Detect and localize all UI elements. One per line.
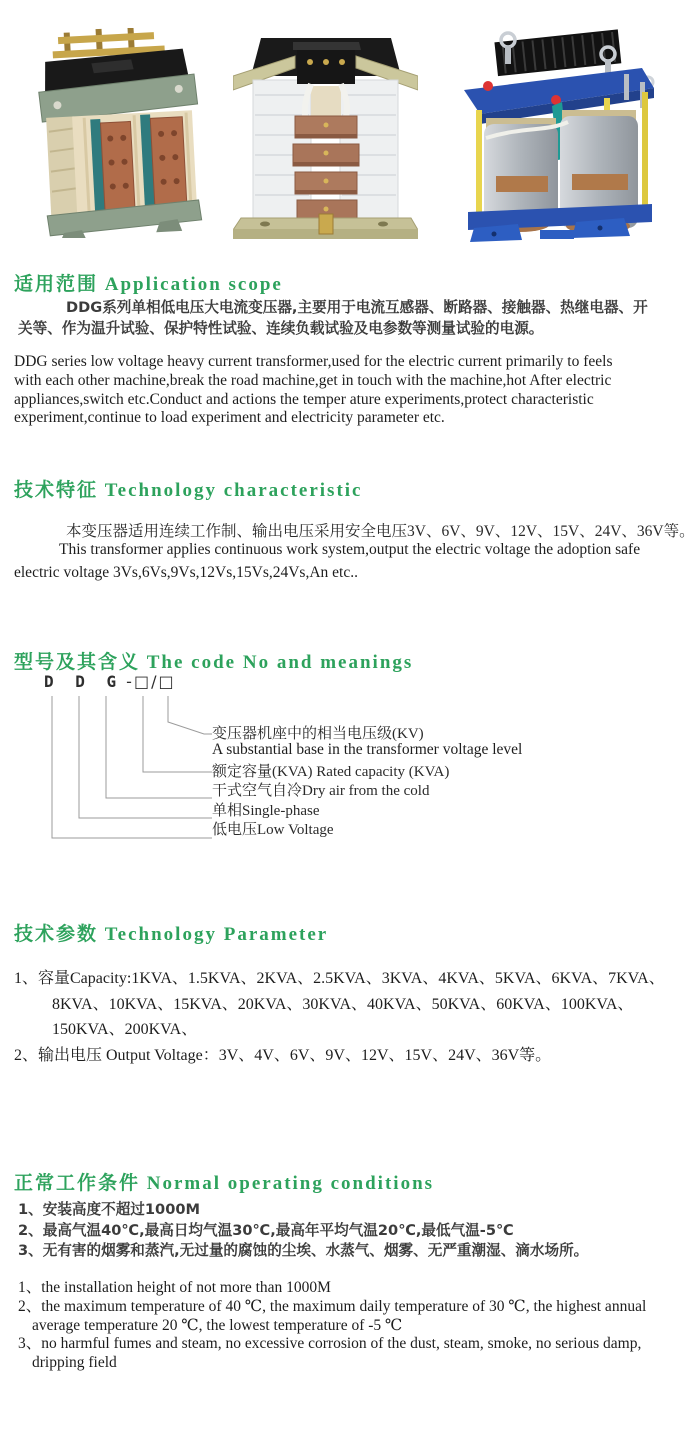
parameter-capacity-line: 150KVA、200KVA、 [52, 1021, 198, 1038]
conditions-cn-item: 2、最高气温40℃,最高日均气温30℃,最高年平均气温20℃,最低气温-5℃ [18, 1221, 514, 1239]
product-photo-1 [35, 28, 205, 238]
heading-technology-parameter: 技术参数 Technology Parameter [14, 923, 329, 945]
transformer-illustration-3 [456, 26, 662, 246]
parameter-capacity-line: 8KVA、10KVA、15KVA、20KVA、30KVA、40KVA、50KVA、60KVA、100KVA、 [52, 995, 634, 1013]
code-label-dry-air-cooled: 干式空气自冷Dry air from the cold [212, 783, 430, 799]
code-label-low-voltage: 低电压Low Voltage [212, 822, 334, 838]
parameter-list [14, 966, 665, 1068]
scope-en-line: experiment,continue to load experiment and electricity parameter etc. [14, 409, 445, 427]
heading-application-scope: 适用范围 Application scope [14, 273, 283, 295]
heading-operating-conditions: 正常工作条件 Normal operating conditions [14, 1172, 435, 1194]
transformer-illustration-2 [233, 30, 418, 242]
product-photo-2 [233, 30, 418, 242]
conditions-list-cn [18, 1200, 588, 1262]
characteristic-en-line: electric voltage 3Vs,6Vs,9Vs,12Vs,15Vs,24Vs,An etc.. [14, 563, 358, 581]
transformer-illustration-1 [35, 28, 205, 238]
scope-en-line: appliances,switch etc.Conduct and actions the temper ature experiments,protect characteristic [14, 390, 594, 408]
conditions-en-item-cont: dripping field [32, 1354, 117, 1372]
scope-en-line: with each other machine,break the road machine,get in touch with the machine,hot After electric [14, 371, 612, 389]
conditions-en-item-cont: average temperature 20 ℃, the lowest temperature of -5 ℃ [32, 1316, 403, 1334]
characteristic-text-en [14, 541, 640, 583]
scope-text-cn [18, 298, 648, 339]
conditions-cn-item: 1、安装高度不超过1000M [18, 1201, 201, 1218]
conditions-en-item: 2、the maximum temperature of 40 ℃, the maximum daily temperature of 30 ℃, the highest annual [18, 1297, 647, 1315]
model-code-letters: D D G [44, 672, 117, 691]
code-label-voltage-level-cn: 变压器机座中的相当电压级(KV) [212, 726, 424, 742]
product-photos [0, 0, 696, 248]
parameter-output-voltage: 2、输出电压 Output Voltage：3V、4V、6V、9V、12V、15V、24V、36V等。 [14, 1046, 552, 1064]
scope-cn-line: DDG系列单相低电压大电流变压器,主要用于电流互感器、断路器、接触器、热继电器、开 [66, 299, 648, 316]
model-code-boxes: -□/□ [126, 672, 176, 691]
scope-en-line: DDG series low voltage heavy current transformer,used for the electric current primarily to feels [14, 353, 613, 370]
characteristic-en-line: This transformer applies continuous work system,output the electric voltage the adoption safe [59, 541, 641, 558]
code-label-single-phase: 单相Single-phase [212, 803, 320, 819]
characteristic-text-cn: 本变压器适用连续工作制、输出电压采用安全电压3V、6V、9V、12V、15V、24V、36V等。 [66, 523, 695, 540]
conditions-cn-item: 3、无有害的烟雾和蒸汽,无过量的腐蚀的尘埃、水蒸气、烟雾、无严重潮湿、滴水场所。 [18, 1242, 589, 1260]
heading-technology-characteristic: 技术特征 Technology characteristic [14, 479, 363, 501]
terminal-block [297, 50, 355, 84]
parameter-capacity-line: 1、容量Capacity:1KVA、1.5KVA、2KVA、2.5KVA、3KVA、4KVA、5KVA、6KVA、7KVA、 [14, 970, 665, 987]
conditions-en-item: 1、the installation height of not more than 1000M [18, 1279, 331, 1296]
scope-cn-line: 关等、作为温升试验、保护特性试验、连续负载试验及电参数等测量试验的电源。 [18, 319, 544, 337]
conditions-en-item: 3、no harmful fumes and steam, no excessive corrosion of the dust, steam, smoke, no serious damp, [18, 1335, 642, 1353]
code-label-rated-capacity: 额定容量(KVA) Rated capacity (KVA) [212, 764, 450, 780]
heading-code-meanings: 型号及其含义 The code No and meanings [14, 651, 414, 673]
code-meaning-diagram [0, 630, 696, 860]
scope-text-en [14, 353, 612, 428]
product-photo-3 [456, 26, 662, 246]
code-label-voltage-level-en: A substantial base in the transformer voltage level [212, 741, 523, 758]
conditions-list-en [18, 1279, 646, 1373]
